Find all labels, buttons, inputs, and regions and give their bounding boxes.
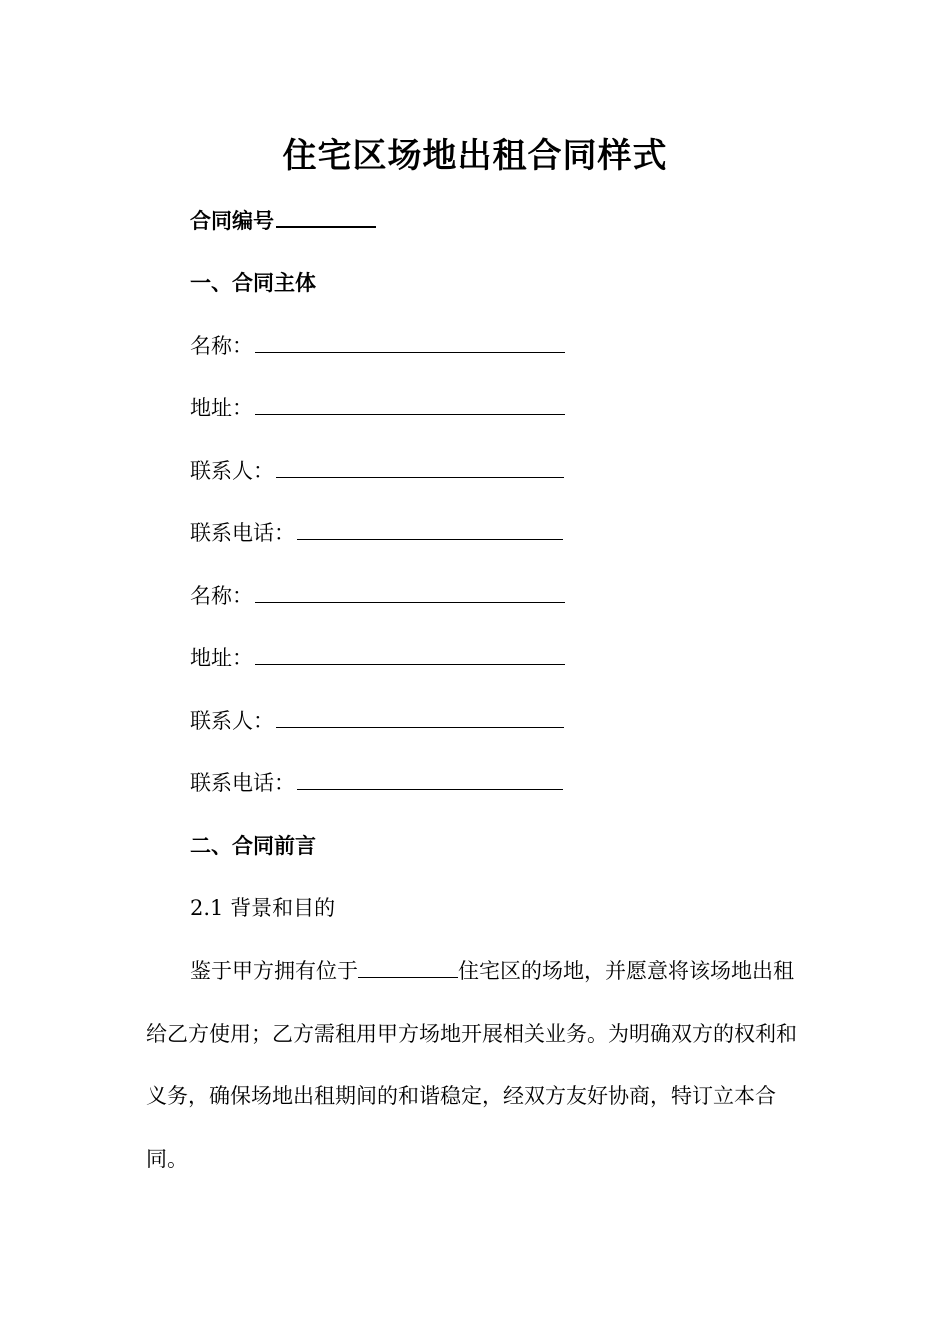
contract-number-line bbox=[190, 206, 376, 236]
field-label: 地址： bbox=[190, 396, 253, 420]
field-blank[interactable] bbox=[255, 644, 565, 665]
party-field-address-1 bbox=[190, 393, 565, 423]
section-2-heading: 二、合同前言 bbox=[190, 833, 316, 858]
field-label: 联系人： bbox=[190, 459, 274, 483]
field-label: 联系电话： bbox=[190, 521, 295, 545]
field-label: 名称： bbox=[190, 584, 253, 608]
field-blank[interactable] bbox=[276, 457, 564, 478]
field-label: 地址： bbox=[190, 646, 253, 670]
field-blank[interactable] bbox=[297, 519, 563, 540]
party-field-address-2 bbox=[190, 643, 565, 673]
document-title: 住宅区场地出租合同样式 bbox=[282, 136, 668, 176]
field-blank[interactable] bbox=[255, 332, 565, 353]
paragraph-text-part1: 鉴于甲方拥有位于 bbox=[190, 959, 358, 983]
party-field-name-1 bbox=[190, 331, 565, 361]
field-blank[interactable] bbox=[255, 394, 565, 415]
party-field-contact-1 bbox=[190, 456, 564, 486]
field-label: 联系电话： bbox=[190, 771, 295, 795]
contract-number-label: 合同编号 bbox=[190, 208, 274, 233]
background-paragraph bbox=[146, 940, 808, 1190]
party-field-name-2 bbox=[190, 581, 565, 611]
contract-number-blank[interactable] bbox=[276, 206, 376, 228]
field-blank[interactable] bbox=[255, 582, 565, 603]
section-1-heading: 一、合同主体 bbox=[190, 270, 316, 295]
party-field-phone-2 bbox=[190, 768, 563, 798]
party-field-contact-2 bbox=[190, 706, 564, 736]
field-blank[interactable] bbox=[297, 769, 563, 790]
party-field-phone-1 bbox=[190, 518, 563, 548]
field-label: 联系人： bbox=[190, 709, 274, 733]
paragraph-text-part2: 住宅区的场地，并愿意将该场地出租给乙方使用；乙方需租用甲方场地开展相关业务。为明确双方的权利和义务，确保场地出租期间的和谐稳定，经双方友好协商，特订立本合同。 bbox=[146, 959, 797, 1171]
field-label: 名称： bbox=[190, 334, 253, 358]
subsection-2-1-heading: 2.1 背景和目的 bbox=[190, 896, 336, 920]
location-blank[interactable] bbox=[358, 957, 458, 978]
field-blank[interactable] bbox=[276, 707, 564, 728]
